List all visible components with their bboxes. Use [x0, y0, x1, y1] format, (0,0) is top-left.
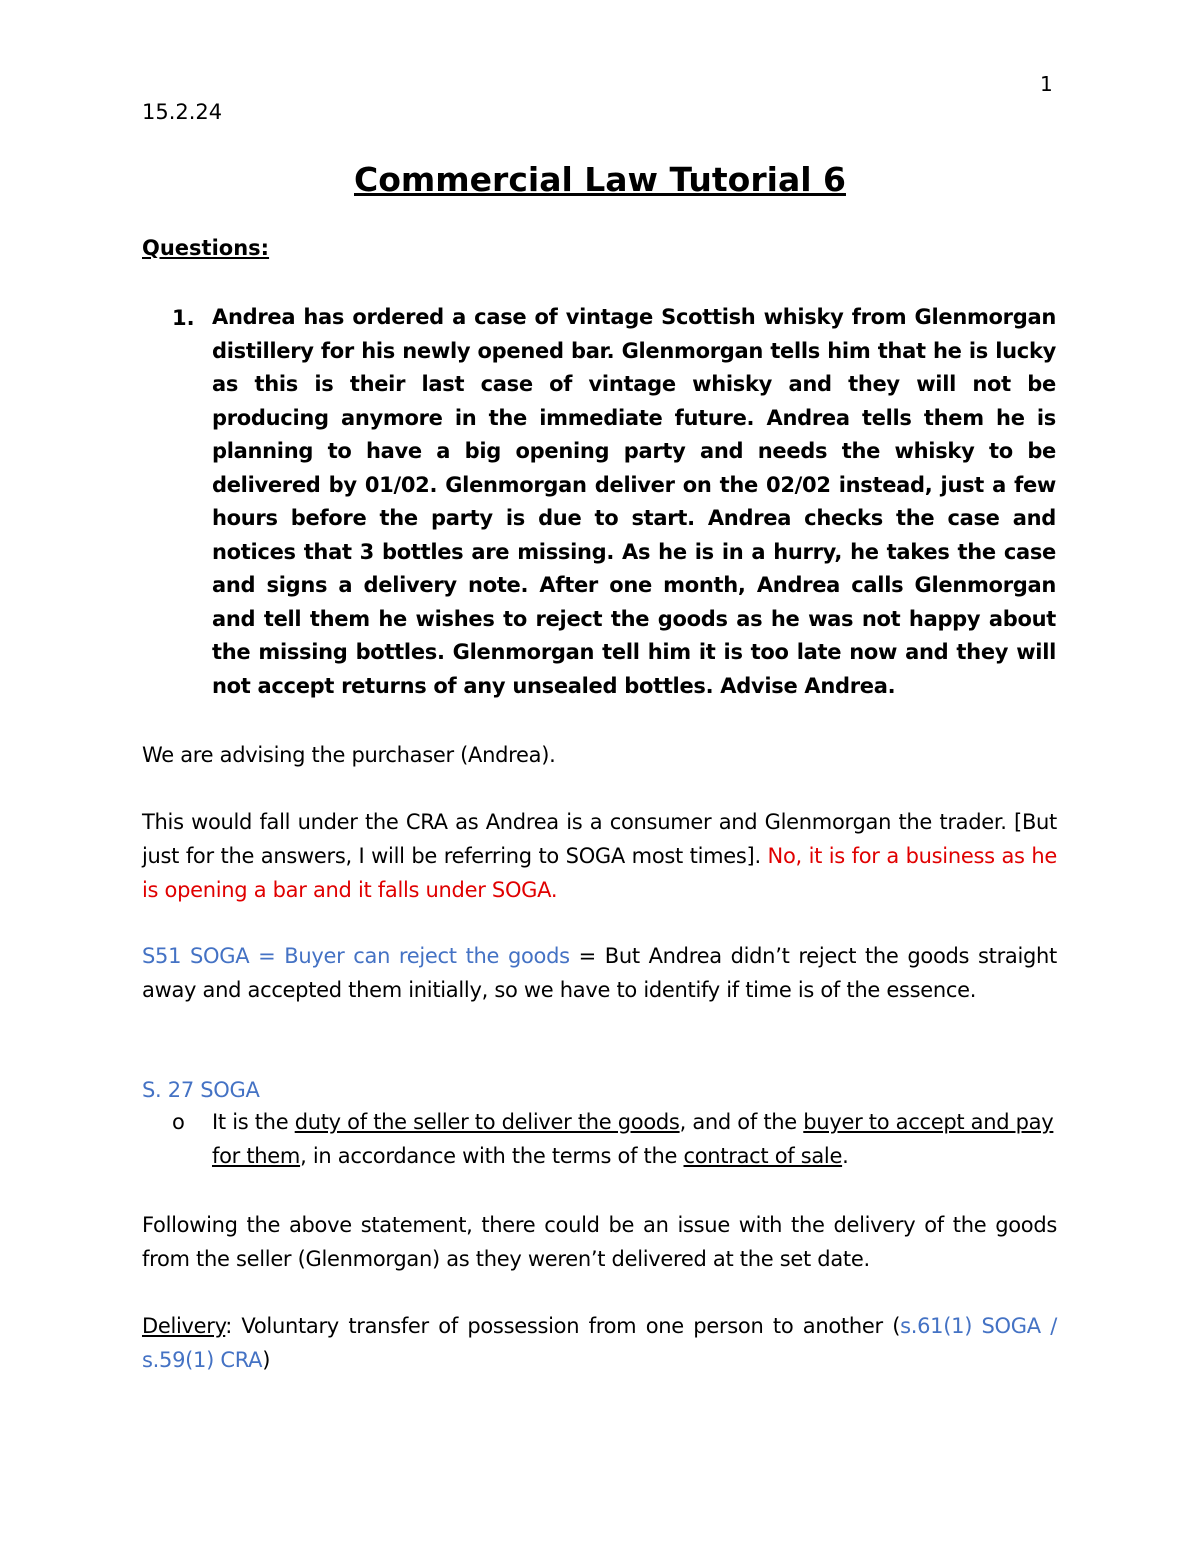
- advising-paragraph: We are advising the purchaser (Andrea).: [142, 743, 556, 767]
- page-title: Commercial Law Tutorial 6: [354, 160, 846, 199]
- cra-text: This would fall under the CRA as Andrea is a consumer and Glenmorgan the trader. [But just for the answers, I will be referring to SOGA most times].: [142, 810, 1057, 868]
- cra-paragraph: [142, 805, 1057, 907]
- s51-label: S51 SOGA = Buyer can reject the goods: [142, 944, 570, 968]
- delivery-reference: s.61(1) SOGA / s.59(1) CRA: [142, 1314, 1057, 1372]
- delivery-close: ): [262, 1348, 271, 1372]
- s27-part1: It is the: [212, 1110, 295, 1134]
- s27-underline-2: buyer to accept and pay for them: [212, 1110, 1054, 1168]
- delivery-paragraph: [142, 1309, 1057, 1377]
- document-date: 15.2.24: [142, 100, 223, 124]
- s27-underline-1: duty of the seller to deliver the goods: [294, 1110, 680, 1134]
- s51-text: = But Andrea didn’t reject the goods straight away and accepted them initially, so we have to identify if time is of the essence.: [142, 944, 1057, 1002]
- question-number: 1.: [172, 306, 195, 330]
- s27-part2: , and of the: [679, 1110, 804, 1134]
- s27-part4: .: [842, 1144, 849, 1168]
- questions-heading: Questions:: [142, 236, 270, 260]
- bullet-marker: o: [172, 1110, 185, 1134]
- delivery-definition: : Voluntary transfer of possession from one person to another (: [225, 1314, 901, 1338]
- question-text: Andrea has ordered a case of vintage Scottish whisky from Glenmorgan distillery for his newly opened bar. Glenmorgan tells him that he is lucky as this is their last case of vintage whisky and they will not be producing anymore in the immediate future. Andrea tells them he is planning to have a big opening party and needs the whisky to be delivered by 01/02. Glenmorgan deliver on the 02/02 instead, just a few hours before the party is due to start. Andrea checks the case and notices that 3 bottles are missing. As he is in a hurry, he takes the case and signs a delivery note. After one month, Andrea calls Glenmorgan and tell them he wishes to reject the goods as he was not happy about the missing bottles. Glenmorgan tell him it is too late now and they will not accept returns of any unsealed bottles. Advise Andrea.: [212, 305, 1056, 698]
- s27-bullet-text: [212, 1105, 1058, 1173]
- s27-part3: , in accordance with the terms of the: [300, 1144, 684, 1168]
- s27-underline-3: contract of sale: [683, 1144, 843, 1168]
- page-number: 1: [1040, 72, 1053, 96]
- following-paragraph: Following the above statement, there could be an issue with the delivery of the goods from the seller (Glenmorgan) as they weren’t delivered at the set date.: [142, 1213, 1057, 1271]
- cra-correction: No, it is for a business as he is opening a bar and it falls under SOGA.: [142, 844, 1057, 902]
- s27-heading: S. 27 SOGA: [142, 1078, 260, 1102]
- delivery-term: Delivery: [142, 1314, 226, 1338]
- s51-paragraph: [142, 939, 1057, 1007]
